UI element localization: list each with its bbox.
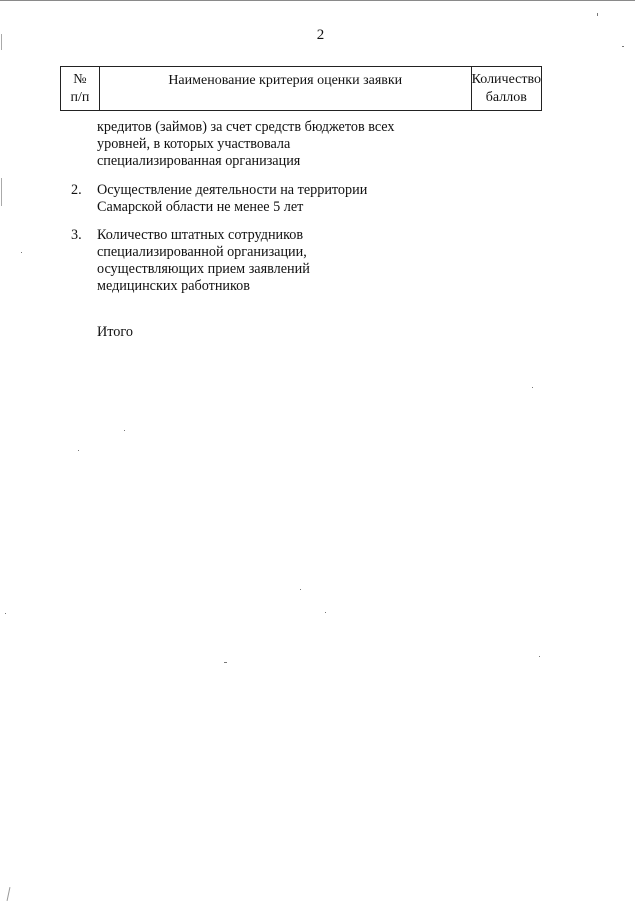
scan-speck xyxy=(532,387,533,388)
scan-speck xyxy=(1,34,2,50)
scan-speck xyxy=(597,13,598,16)
column-header-criterion: Наименование критерия оценки заявки xyxy=(100,67,472,110)
row-criterion-line: медицинских работников xyxy=(97,278,250,294)
scan-speck xyxy=(224,662,227,663)
scan-speck xyxy=(5,613,6,614)
row-criterion-line: Самарской области не менее 5 лет xyxy=(97,199,304,215)
column-header-number xyxy=(61,67,100,110)
continuation-line: уровней, в которых участвовала xyxy=(97,136,291,152)
scan-speck xyxy=(21,252,22,253)
scan-speck xyxy=(1,178,2,206)
scan-speck xyxy=(124,430,125,431)
scan-speck xyxy=(622,46,624,47)
column-header-score xyxy=(472,67,541,110)
continuation-line: специализированная организация xyxy=(97,153,301,169)
column-header-number-line2: п/п xyxy=(70,89,90,105)
column-header-score-line1: Количество xyxy=(471,71,541,87)
page-number: 2 xyxy=(316,27,325,43)
row-criterion-line: осуществляющих прием заявлений xyxy=(97,261,310,277)
row-number: 3. xyxy=(71,227,82,243)
scan-speck xyxy=(539,656,540,657)
scan-speck xyxy=(300,589,301,590)
column-header-number-line1: № xyxy=(73,71,87,87)
scan-edge xyxy=(0,0,635,1)
scan-speck xyxy=(7,887,11,901)
continuation-line: кредитов (займов) за счет средств бюджетов всех xyxy=(97,119,395,135)
total-label: Итого xyxy=(97,324,133,340)
criteria-table-header xyxy=(60,66,542,111)
column-header-score-line2: баллов xyxy=(485,89,527,105)
scan-speck xyxy=(78,450,79,451)
row-criterion-line: Количество штатных сотрудников xyxy=(97,227,304,243)
scan-speck xyxy=(325,612,326,613)
row-criterion-line: специализированной организации, xyxy=(97,244,307,260)
row-criterion-line: Осуществление деятельности на территории xyxy=(97,182,368,198)
row-number: 2. xyxy=(71,182,82,198)
